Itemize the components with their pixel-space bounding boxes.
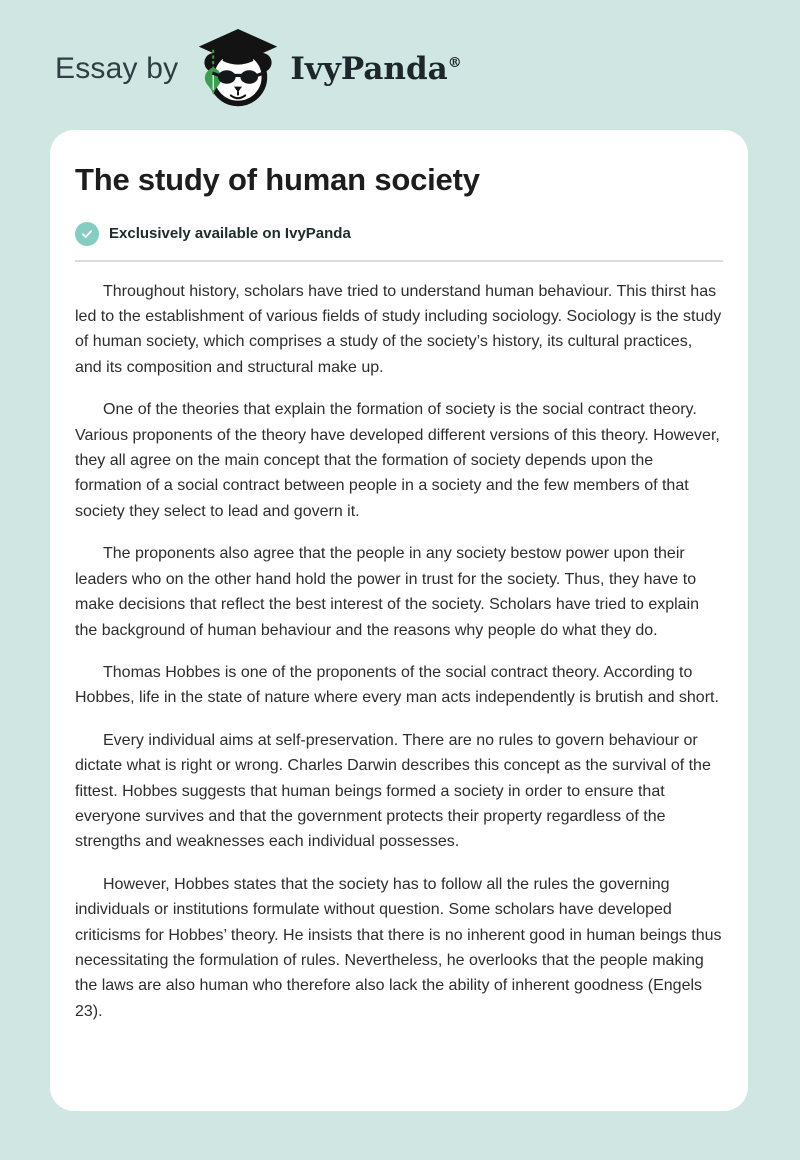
ivypanda-panda-logo-icon bbox=[194, 29, 282, 109]
essay-paragraph-5: Every individual aims at self-preservation. There are no rules to govern behaviour or dictate what is right or wrong. Charles Darwin describes this concept as the survival of the fittest. Hobbes suggests that human beings formed a society in order to ensure that everyone survives and that the government protects their property regardless of the strengths and weaknesses each individual possesses. bbox=[75, 731, 711, 851]
registered-trademark-mark: ® bbox=[447, 55, 462, 71]
essay-card bbox=[50, 130, 748, 1111]
essay-paragraph-2: One of the theories that explain the formation of society is the social contract theory. Various proponents of the theory have developed different versions of this theory. However, they all agree on the main concept that the formation of society depends upon the formation of a social contract between people in a society and the few members of that society they select to lead and govern it. bbox=[75, 401, 720, 520]
brand-name-text: IvyPanda bbox=[290, 51, 448, 87]
essay-paragraph-1: Throughout history, scholars have tried to understand human behaviour. This thirst has led to the establishment of various fields of study including sociology. Sociology is the study of human society, which comprises a study of the society’s history, its cultural practices, and its composition and structural make up. bbox=[75, 282, 722, 376]
check-icon bbox=[75, 222, 99, 246]
header-prefix: Essay by bbox=[55, 52, 179, 85]
exclusive-badge-label: Exclusively available on IvyPanda bbox=[109, 225, 351, 243]
page-header bbox=[55, 28, 462, 110]
brand-name bbox=[290, 51, 461, 87]
essay-paragraph-6: However, Hobbes states that the society has to follow all the rules the governing individuals or institutions formulate without question. Some scholars have developed criticisms for Hobbes’ theory. He insists that there is no inherent good in human beings thus necessitating the formulation of rules. Nevertheless, he overlooks that the people making the laws are also human who therefore also lack the ability of inherent goodness (Engels 23). bbox=[75, 875, 722, 1020]
divider bbox=[75, 260, 723, 262]
essay-title: The study of human society bbox=[75, 162, 480, 197]
essay-paragraph-4: Thomas Hobbes is one of the proponents of the social contract theory. According to Hobbes, life in the state of nature where every man acts independently is brutish and short. bbox=[75, 663, 719, 707]
essay-paragraph-3: The proponents also agree that the people in any society bestow power upon their leaders who on the other hand hold the power in trust for the society. Thus, they have to make decisions that reflect the best interest of the society. Scholars have tried to explain the background of human behaviour and the reasons why people do what they do. bbox=[75, 545, 700, 639]
essay-body bbox=[75, 279, 723, 1025]
exclusive-badge bbox=[75, 222, 723, 246]
